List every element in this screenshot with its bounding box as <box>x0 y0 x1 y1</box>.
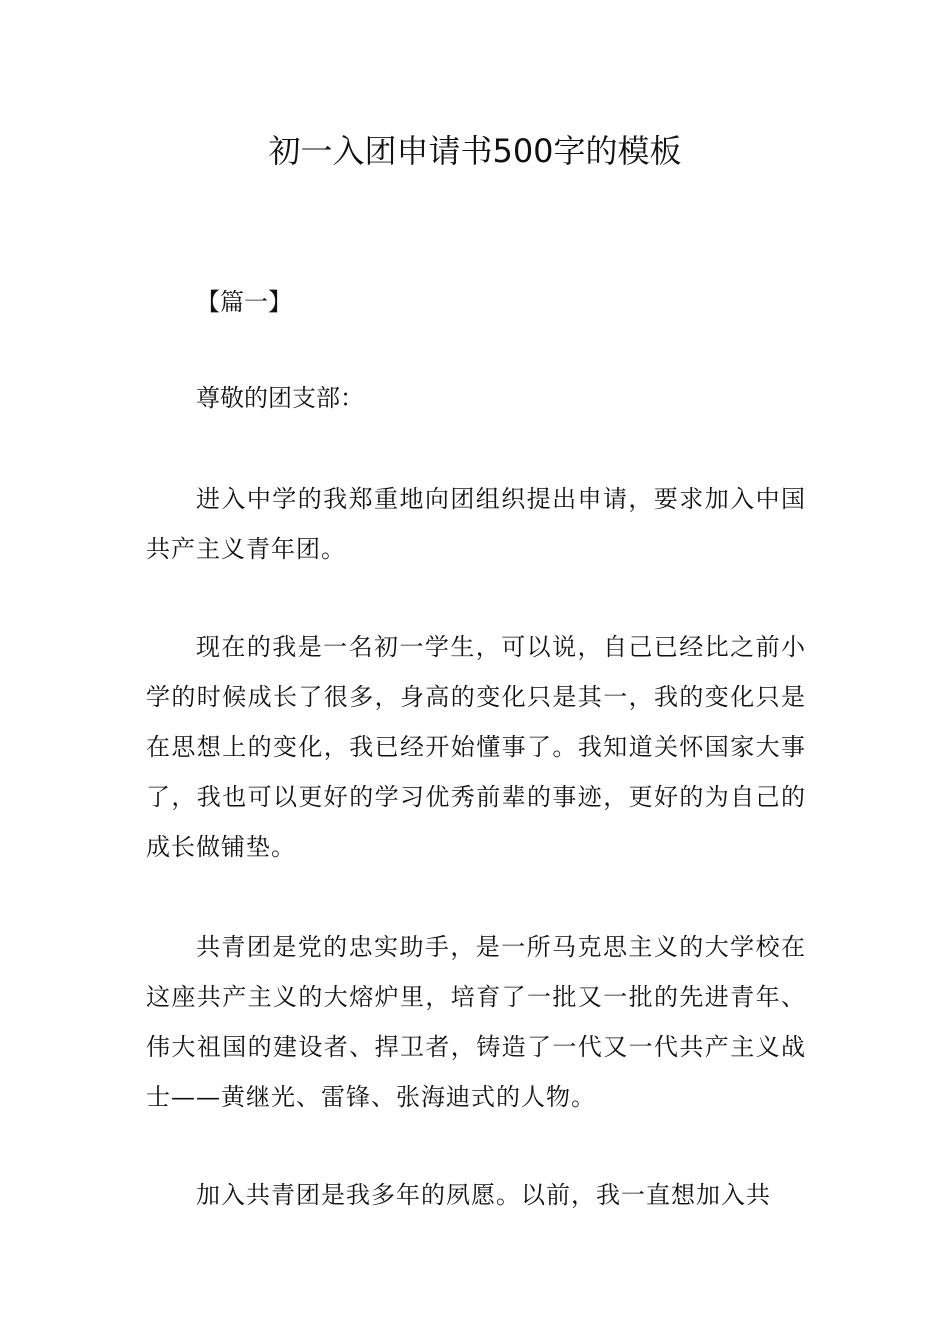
paragraph-2: 现在的我是一名初一学生，可以说，自己已经比之前小学的时候成长了很多，身高的变化只是其一，我的变化只是在思想上的变化，我已经开始懂事了。我知道关怀国家大事了，我也可以更好的学习优秀前辈的事迹，更好的为自己的成长做铺垫。 <box>146 633 806 861</box>
paragraph-3: 共青团是党的忠实助手，是一所马克思主义的大学校在这座共产主义的大熔炉里，培育了一批又一批的先进青年、伟大祖国的建设者、捍卫者，铸造了一代又一代共产主义战士——黄继光、雷锋、张海迪式的人物。 <box>146 933 806 1111</box>
paragraph-1: 进入中学的我郑重地向团组织提出申请，要求加入中国共产主义青年团。 <box>146 485 806 563</box>
paragraph-4: 加入共青团是我多年的夙愿。以前，我一直想加入共 <box>196 1181 771 1209</box>
section-heading: 【篇一】 <box>196 288 292 316</box>
salutation: 尊敬的团支部： <box>196 384 364 412</box>
document-title: 初一入团申请书500字的模板 <box>268 132 682 170</box>
